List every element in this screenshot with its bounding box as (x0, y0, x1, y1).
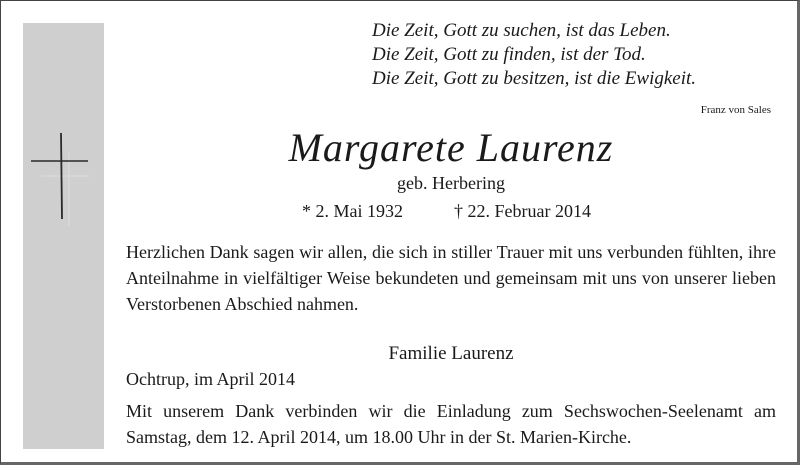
motto-quote (372, 19, 772, 91)
family-signature: Familie Laurenz (388, 343, 514, 364)
thanks-paragraph: Herzlichen Dank sagen wir allen, die sich in stiller Trauer mit uns verbunden fühlten, ihre Anteilnahme in vielfältiger Weise bekundeten und gemeinsam mit uns von unserer lieben Verstorbenen Abschied nahmen. (126, 242, 776, 314)
motto-line: Die Zeit, Gott zu suchen, ist das Leben. (372, 20, 671, 41)
motto-line: Die Zeit, Gott zu finden, ist der Tod. (372, 44, 646, 65)
place-date: Ochtrup, im April 2014 (126, 369, 295, 389)
quote-source: Franz von Sales (700, 104, 771, 116)
death-date: † 22. Februar 2014 (454, 201, 591, 221)
cross-icon (31, 131, 91, 226)
motto-line: Die Zeit, Gott zu besitzen, ist die Ewigkeit. (372, 68, 697, 89)
grey-sidebar (23, 23, 104, 449)
birth-date: * 2. Mai 1932 (302, 201, 403, 221)
deceased-name: Margarete Laurenz (288, 125, 614, 170)
invitation-paragraph: Mit unserem Dank verbinden wir die Einladung zum Sechswochen-Seelenamt am Samstag, dem 12. April 2014, um 18.00 Uhr in der St. Marien-Kirche. (126, 401, 776, 447)
maiden-name: geb. Herbering (397, 173, 505, 193)
